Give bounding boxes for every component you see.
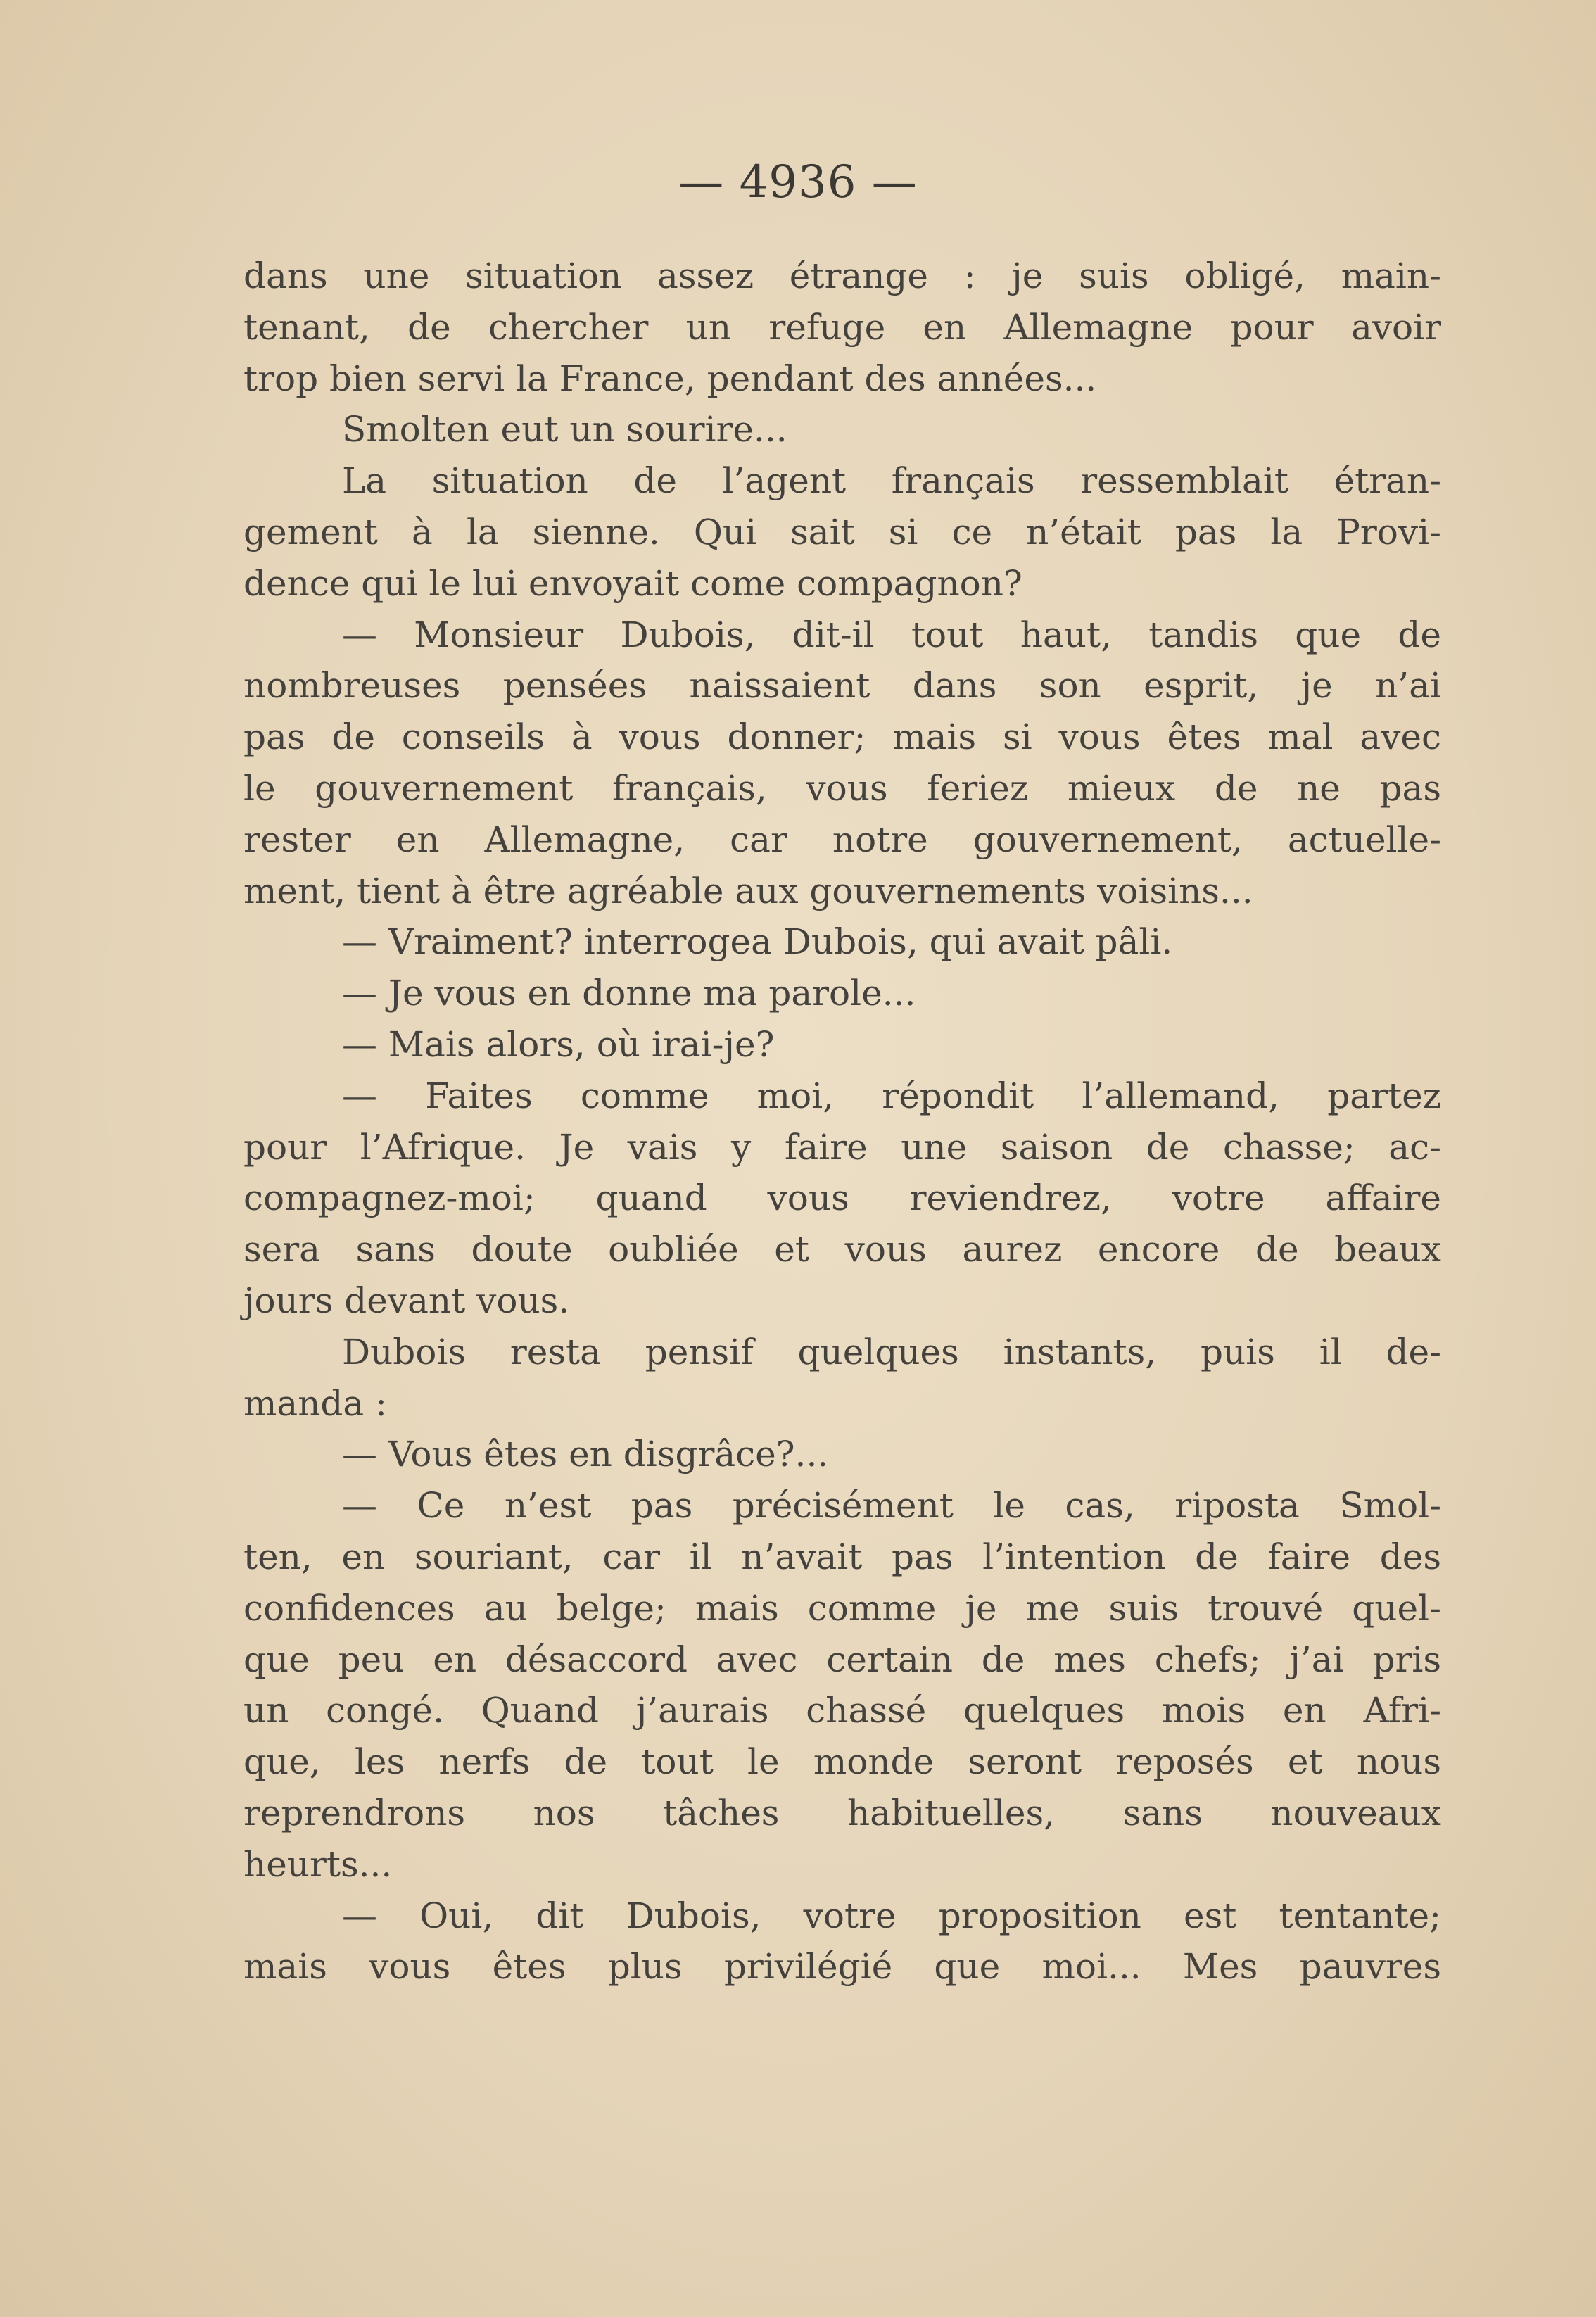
body-text (243, 251, 1441, 1993)
text-line: jours devant vous. (243, 1280, 570, 1321)
text-line: trop bien servi la France, pendant des années... (243, 358, 1097, 399)
text-line: tenant, de chercher un refuge en Allemagne pour avoir (243, 306, 1441, 348)
text-line: — Oui, dit Dubois, votre proposition est tentante; (342, 1895, 1441, 1936)
text-line: dence qui le lui envoyait come compagnon? (243, 562, 1022, 604)
text-line: — Monsieur Dubois, dit-il tout haut, tandis que de (342, 614, 1441, 655)
text-line: reprendrons nos tâches habituelles, sans nouveaux (243, 1792, 1441, 1833)
text-line: — Je vous en donne ma parole... (342, 973, 916, 1014)
text-line: pas de conseils à vous donner; mais si vous êtes mal avec (243, 716, 1441, 758)
text-line: le gouvernement français, vous feriez mieux de ne pas (243, 767, 1441, 809)
text-line: mais vous êtes plus privilégié que moi... Mes pauvres (243, 1946, 1441, 1988)
text-line: un congé. Quand j’aurais chassé quelques mois en Afri- (243, 1690, 1441, 1731)
text-line: que, les nerfs de tout le monde seront reposés et nous (243, 1741, 1441, 1783)
text-line: nombreuses pensées naissaient dans son esprit, je n’ai (243, 665, 1441, 707)
text-line: — Faites comme moi, répondit l’allemand, partez (342, 1075, 1441, 1116)
text-line: sera sans doute oubliée et vous aurez encore de beaux (243, 1229, 1441, 1270)
text-line: gement à la sienne. Qui sait si ce n’était pas la Provi- (243, 511, 1441, 553)
text-line: Dubois resta pensif quelques instants, puis il de- (342, 1331, 1441, 1372)
text-line: Smolten eut un sourire... (342, 409, 787, 450)
text-line: — Vous êtes en disgrâce?... (342, 1434, 829, 1475)
text-line: que peu en désaccord avec certain de mes chefs; j’ai pris (243, 1639, 1441, 1680)
text-line: heurts... (243, 1843, 393, 1885)
text-line: rester en Allemagne, car notre gouvernement, actuelle- (243, 819, 1441, 860)
text-line: pour l’Afrique. Je vais y faire une saison de chasse; ac- (243, 1126, 1441, 1168)
text-line: dans une situation assez étrange : je suis obligé, main- (243, 255, 1441, 296)
text-line: — Mais alors, où irai-je? (342, 1023, 775, 1065)
text-line: manda : (243, 1382, 387, 1424)
text-line: confidences au belge; mais comme je me suis trouvé quel- (243, 1587, 1441, 1629)
text-line: compagnez-moi; quand vous reviendrez, votre affaire (243, 1178, 1441, 1219)
text-line: La situation de l’agent français ressemblait étran- (342, 460, 1441, 502)
text-line: — Ce n’est pas précisément le cas, riposta Smol- (342, 1485, 1441, 1527)
text-line: — Vraiment? interrogea Dubois, qui avait pâli. (342, 921, 1173, 963)
page-number: — 4936 — (678, 156, 918, 208)
text-line: ment, tient à être agréable aux gouvernements voisins... (243, 870, 1253, 911)
text-line: ten, en souriant, car il n’avait pas l’intention de faire des (243, 1536, 1441, 1577)
